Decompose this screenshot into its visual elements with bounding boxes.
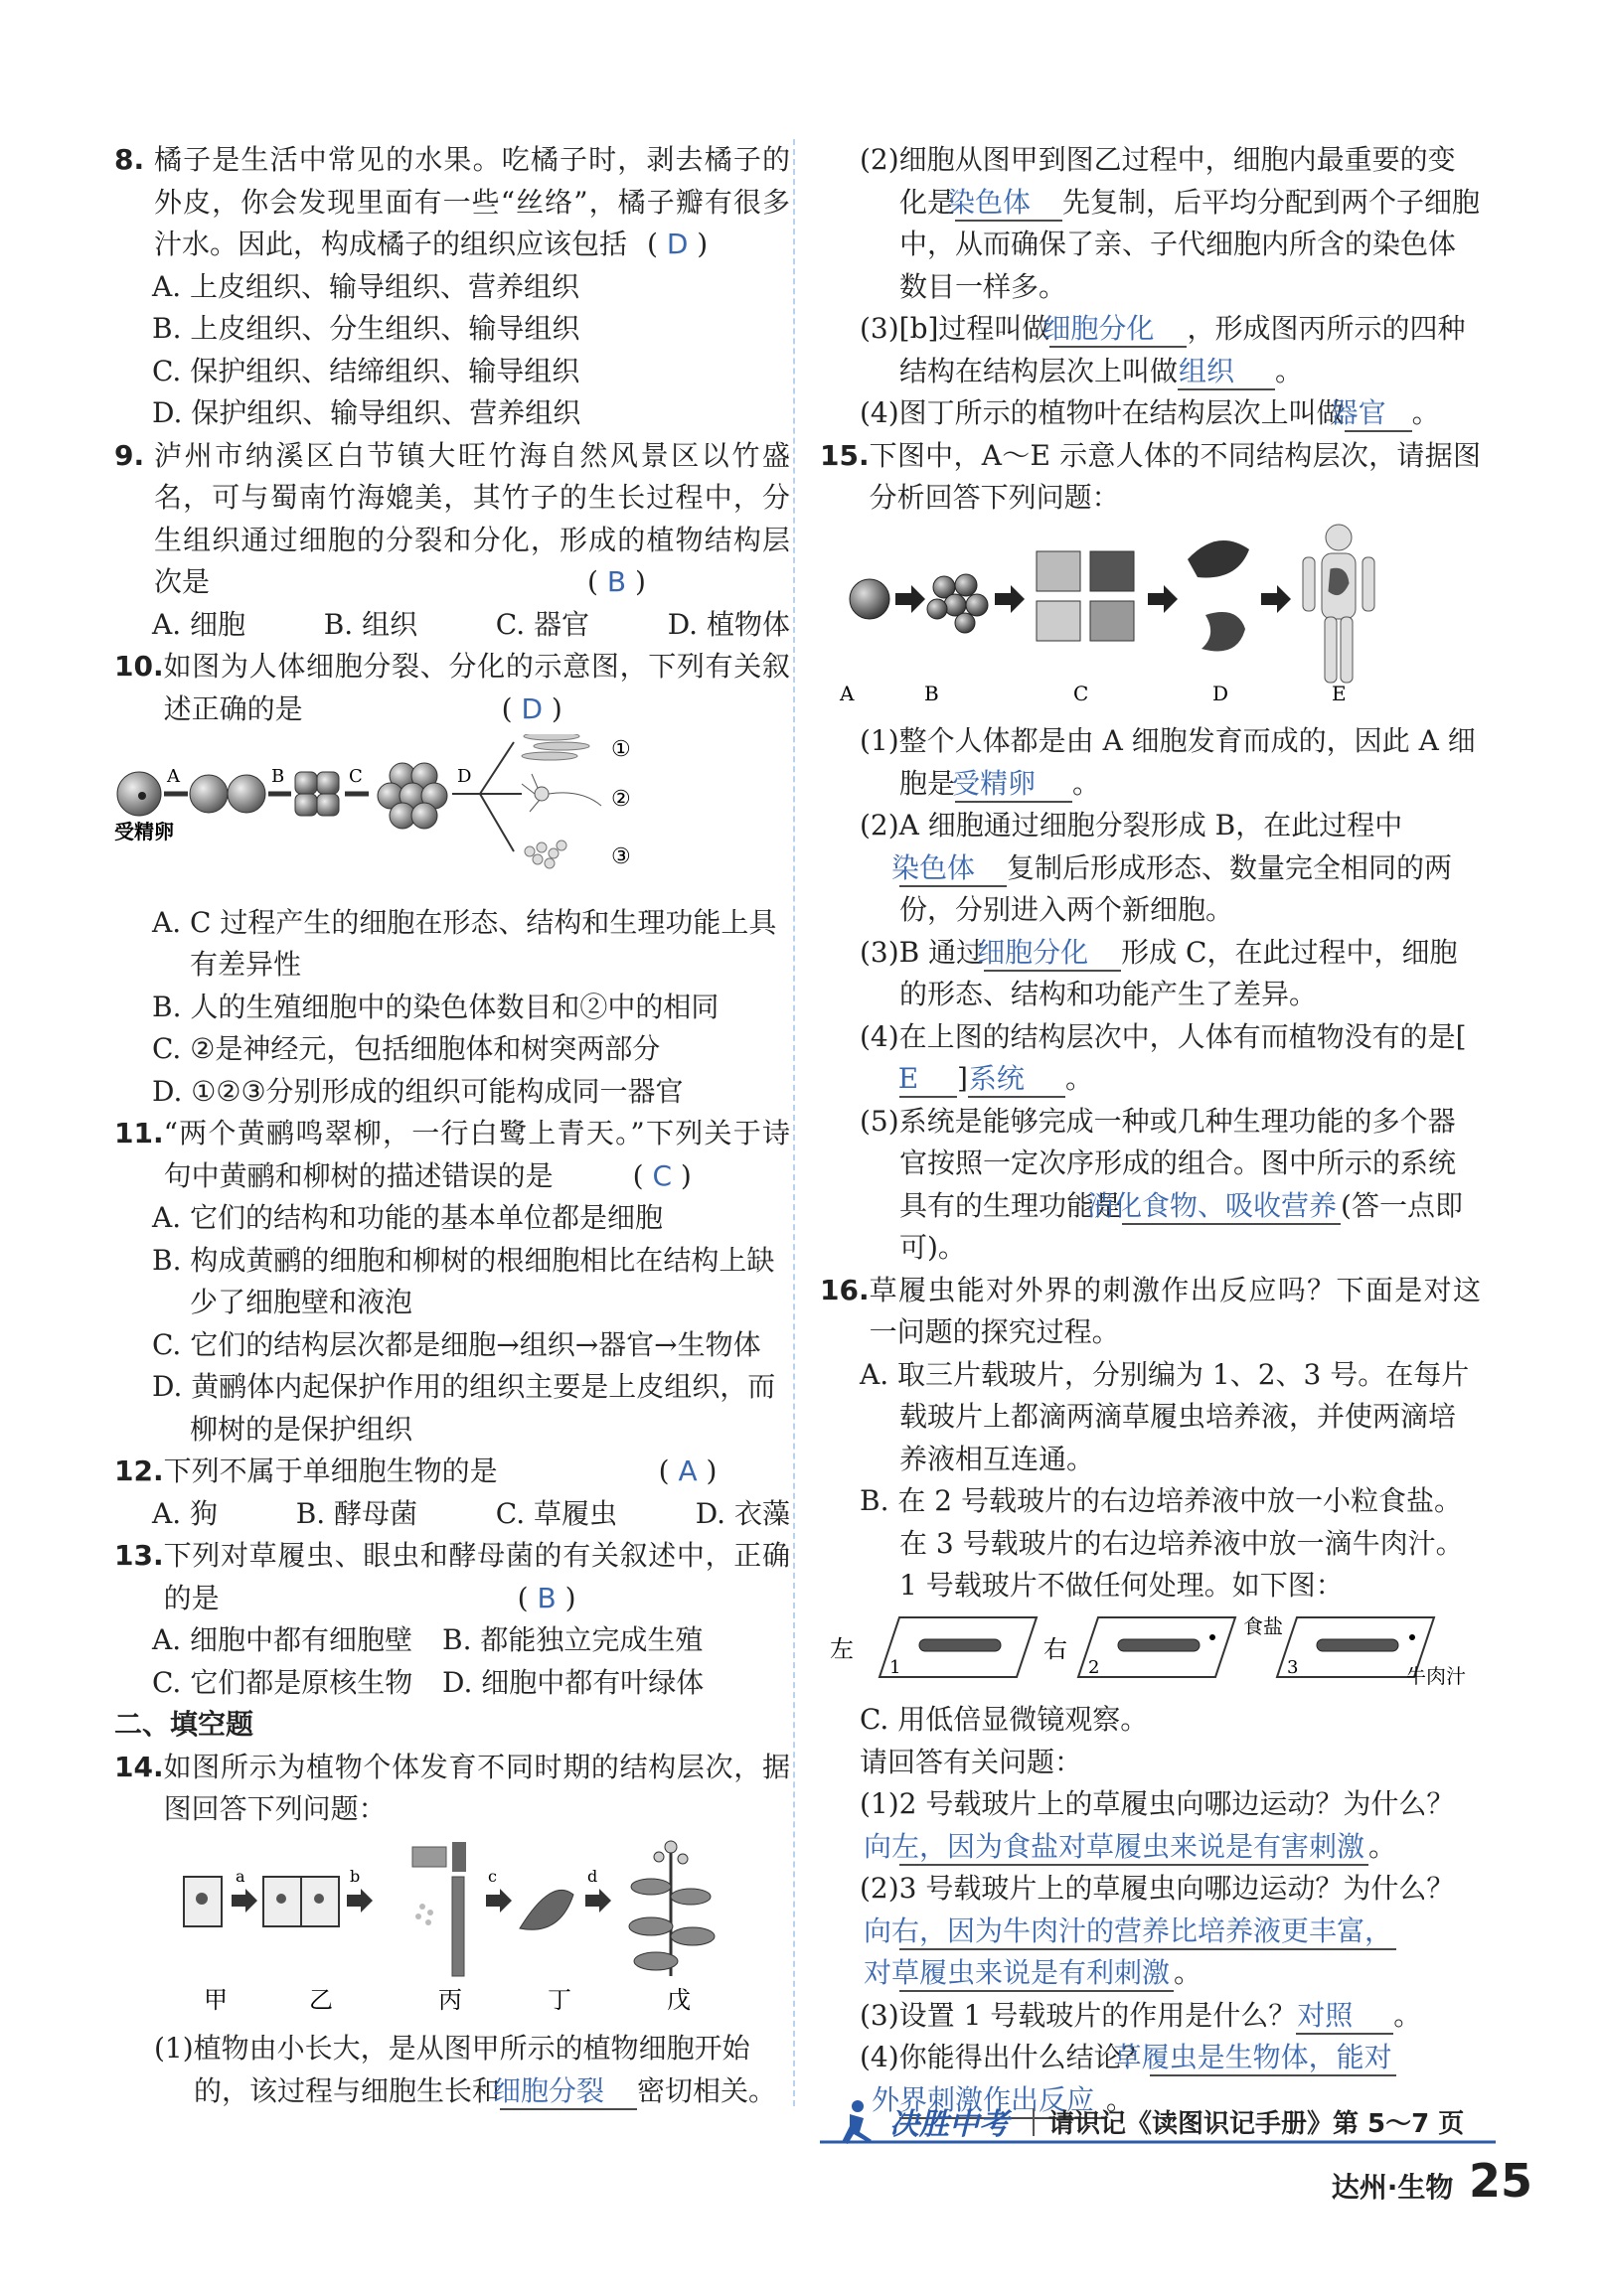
option-a: A. 上皮组织、输导组织、营养组织 [152, 269, 580, 303]
label-c: C [1073, 681, 1089, 705]
prompt-end: 形成 C，在此过程中，细胞的形态、结构和功能产生了差异。 [899, 935, 1458, 1010]
label-bing: 丙 [438, 1985, 462, 2014]
cell-a [850, 579, 889, 619]
answer-blank: 细胞分化 [1049, 312, 1187, 348]
question-text: “两个黄鹂鸣翠柳，一行白鹭上青天。”下列关于诗句中黄鹂和柳树的描述错误的是 [163, 1117, 790, 1192]
options-row [114, 1619, 790, 1662]
round-cells [525, 841, 566, 868]
answer-blank: 向右，因为牛肉汁的营养比培养液更丰富， [899, 1914, 1396, 1950]
page-footer [1332, 2154, 1532, 2208]
left-column [114, 139, 790, 2112]
answer-blank: 向左，因为食盐对草履虫来说是有害刺激 [899, 1830, 1368, 1866]
question-number: 14. [114, 1750, 164, 1783]
cells-b [927, 574, 988, 633]
prompt-mid: ，形成图丙所示的四种结构在结构层次上叫做 [899, 312, 1466, 387]
prompt-end: 。 [1368, 1829, 1397, 1863]
label-a: A [840, 681, 855, 705]
prompt-end: 。 [1064, 1062, 1093, 1095]
prompt: (2)A 细胞通过细胞分裂形成 B，在此过程中 [860, 809, 1403, 842]
prompt: (3)B 通过 [860, 935, 985, 969]
question-16 [820, 1270, 1481, 1354]
leaf-ding [520, 1890, 573, 1929]
label-ding: 丁 [548, 1985, 571, 2014]
option-b: B. 上皮组织、分生组织、输导组织 [152, 312, 580, 345]
slides-figure [820, 1607, 1481, 1687]
q15-part5 [820, 1101, 1481, 1270]
prompt-end: 。 [1411, 396, 1440, 429]
option-b: B. 人的生殖细胞中的染色体数目和②中的相同 [152, 990, 720, 1023]
footer-banner [820, 2096, 1496, 2156]
option-c: C. 草履虫 [495, 1496, 618, 1530]
arrow-icon [585, 1889, 611, 1913]
q14-part2 [820, 139, 1481, 308]
q14-part4 [820, 392, 1481, 435]
option-d: D. ①②③分别形成的组织可能构成同一器官 [152, 1074, 684, 1108]
q15-part3 [820, 932, 1481, 1016]
letter-a: a [236, 1866, 245, 1886]
question-text: 如图为人体细胞分裂、分化的示意图，下列有关叙述正确的是 [163, 650, 790, 725]
tissues-bing [412, 1842, 466, 1976]
prompt: (5)系统是能够完成一种或几种生理功能的多个器官按照一定次序形成的组合。图中所示的系统具有的生理功能是 [860, 1104, 1457, 1222]
question-text: 如图所示为植物个体发育不同时期的结构层次，据图回答下列问题： [163, 1750, 790, 1825]
prompt: (4)图丁所示的植物叶在结构层次上叫做 [860, 396, 1345, 429]
option-d: D. 保护组织、输导组织、营养组织 [152, 396, 581, 429]
option-a: A. 细胞中都有细胞壁 [152, 1623, 413, 1656]
question-12: 12. 下列不属于单细胞生物的是 ( A ) [114, 1451, 790, 1493]
prompt: (3)设置 1 号载玻片的作用是什么？ [860, 1998, 1297, 2032]
option-b: B. 构成黄鹂的细胞和柳树的根细胞相比在结构上缺少了细胞壁和液泡 [152, 1243, 775, 1318]
flat-cells [522, 734, 589, 760]
question-14 [114, 1747, 790, 1831]
juice-label-text: 牛肉汁 [1406, 1663, 1466, 1687]
prompt-end: 密切相关。 [637, 2073, 777, 2107]
answer: D [521, 691, 544, 725]
runner-icon [842, 2100, 872, 2144]
step-b: B. 在 2 号载玻片的右边培养液中放一小粒食盐。在 3 号载玻片的右边培养液中放一滴牛肉汁。1 号载玻片不做任何处理。如下图： [860, 1484, 1464, 1602]
morula [378, 763, 447, 829]
plant-cell-jia [184, 1877, 222, 1926]
prompt-end: 。 [1174, 1956, 1202, 1989]
answer-blank: 外界刺激作出反应 [899, 2083, 1106, 2119]
step-c: C. 用低倍显微镜观察。 [860, 1703, 1149, 1736]
answer-blank: 消化食物、吸收营养 [1122, 1189, 1341, 1225]
page-number: 25 [1468, 2154, 1532, 2208]
arrow-icon [486, 1889, 512, 1913]
label-2: ② [611, 787, 631, 812]
label-yi: 乙 [309, 1985, 333, 2014]
q15-part2 [820, 805, 1481, 932]
q16-part2 [820, 1868, 1481, 1995]
slide-1 [880, 1617, 1037, 1678]
answer-blank: 系统 [968, 1062, 1065, 1098]
question-number: 13. [114, 1539, 164, 1572]
answer-blank: 器官 [1345, 396, 1412, 432]
arrow-icon [347, 1889, 373, 1913]
options-row [114, 604, 790, 647]
option-a: A. 狗 [152, 1496, 219, 1530]
answer: A [678, 1454, 698, 1487]
option-b: B. 酵母菌 [295, 1496, 418, 1530]
option-b: B. 都能独立完成生殖 [442, 1623, 704, 1656]
q14-part1 [114, 2028, 790, 2112]
prompt-end: 。 [1072, 766, 1101, 800]
option-c: C. 器官 [495, 607, 590, 641]
question-10: 10. 如图为人体细胞分裂、分化的示意图，下列有关叙述正确的是 ( D ) [114, 646, 790, 730]
column-divider [793, 139, 795, 2106]
tissues-c [1037, 551, 1134, 641]
question-number: 12. [114, 1454, 164, 1487]
question-number: 9. [114, 438, 145, 472]
salt-label-text: 食盐 [1243, 1613, 1283, 1638]
question-8: 8. 橘子是生活中常见的水果。吃橘子时，剥去橘子的外皮，你会发现里面有一些“丝络”，橘子瓣有很多汁水。因此，构成橘子的组织应该包括 ( D ) [114, 139, 790, 266]
question-number: 16. [820, 1273, 870, 1306]
question-text: 橘子是生活中常见的水果。吃橘子时，剥去橘子的外皮，你会发现里面有一些“丝络”，橘子瓣有很多汁水。因此，构成橘子的组织应该包括 [154, 143, 790, 260]
organs-d [1188, 540, 1249, 651]
plant-levels-figure [114, 1837, 790, 2016]
answer: B [537, 1581, 557, 1614]
prompt-end: (答一点即可)。 [899, 1188, 1463, 1264]
prompt: (2)3 号载玻片上的草履虫向哪边运动？为什么？ [860, 1872, 1455, 1905]
q14-part3 [820, 308, 1481, 392]
section-heading: 二、填空题 [114, 1708, 254, 1741]
nucleus [138, 792, 146, 800]
question-number: 10. [114, 650, 164, 683]
arrow-icon [995, 585, 1025, 613]
option-c: C. 保护组织、结缔组织、输导组织 [152, 354, 580, 387]
answer-blank: E [899, 1062, 957, 1098]
slide-2 [1078, 1617, 1235, 1678]
arrow-icon [232, 1889, 257, 1913]
footer-text: 请识记《读图识记手册》第 5～7 页 [1048, 2109, 1465, 2139]
question-13: 13. 下列对草履虫、眼虫和酵母菌的有关叙述中，正确的是 ( B ) [114, 1535, 790, 1619]
footer-logo: 决胜中考 [889, 2107, 1009, 2142]
question-text: 下列对草履虫、眼虫和酵母菌的有关叙述中，正确的是 [163, 1539, 790, 1614]
q16-part1 [820, 1783, 1481, 1868]
bracket: ] [957, 1062, 968, 1095]
egg-label: 受精卵 [114, 820, 174, 843]
step-a-label: A [167, 766, 180, 787]
label-right: 右 [1043, 1634, 1067, 1663]
question-text: 泸州市纳溪区白节镇大旺竹海自然风景区以竹盛名，可与蜀南竹海媲美，其竹子的生长过程中，分生组织通过细胞的分裂和分化，形成的植物结构层次是 [154, 438, 790, 598]
option-c: C. 它们的结构层次都是细胞→组织→器官→生物体 [152, 1327, 761, 1361]
slide-number: 3 [1287, 1656, 1299, 1678]
option-d: D. 衣藻 [695, 1496, 790, 1530]
answer-blank: 草履虫是生物体，能对 [1150, 2041, 1396, 2076]
q15-part4 [820, 1016, 1481, 1101]
option-a: A. 细胞 [152, 607, 246, 641]
question-number: 11. [114, 1117, 164, 1149]
option-a: A. C 过程产生的细胞在形态、结构和生理功能上具有差异性 [152, 905, 777, 981]
question-text: 草履虫能对外界的刺激作出反应吗？下面是对这一问题的探究过程。 [869, 1273, 1481, 1348]
prompt: (3)[b]过程叫做 [860, 312, 1050, 345]
step-b-label: B [271, 766, 285, 787]
plant-cells-yi [263, 1877, 339, 1926]
q16-part3 [820, 1995, 1481, 2038]
slide-number: 2 [1088, 1656, 1100, 1678]
prompt: (1)植物由小长大，是从图甲所示的植物细胞开始的，该过程与细胞生长和 [154, 2032, 750, 2107]
option-a: A. 它们的结构和功能的基本单位都是细胞 [152, 1201, 664, 1234]
prompt: (2)细胞从图甲到图乙过程中，细胞内最重要的变化是 [860, 143, 1456, 219]
step-c-label: C [349, 766, 363, 787]
label-d: D [1212, 681, 1229, 705]
option-d: D. 植物体 [667, 607, 790, 641]
salt-label [1243, 1614, 1283, 1638]
prompt-end: 。 [1106, 2082, 1135, 2116]
prompt: (1)整个人体都是由 A 细胞发育而成的，因此 A 细胞是 [860, 724, 1476, 800]
answer-blank: 受精卵 [955, 767, 1072, 803]
answer-blank: 对照 [1296, 1999, 1393, 2035]
prompt-end: 复制后形成形态、数量完全相同的两份，分别进入两个新细胞。 [899, 850, 1453, 926]
option-d: D. 细胞中都有叶绿体 [442, 1665, 705, 1699]
prompt-end: 。 [1275, 354, 1304, 387]
question-9: 9. 泸州市纳溪区白节镇大旺竹海自然风景区以竹盛名，可与蜀南竹海媲美，其竹子的生长过程中，分生组织通过细胞的分裂和分化，形成的植物结构层次是 ( B ) [114, 435, 790, 604]
answer-blank: 染色体 [955, 186, 1062, 222]
step-a: A. 取三片载玻片，分别编为 1、2、3 号。在每片载玻片上都滴两滴草履虫培养液，并使两滴培养液相互连通。 [860, 1357, 1470, 1475]
letter-c: c [488, 1866, 497, 1886]
prompt: (4)在上图的结构层次中，人体有而植物没有的是[ [860, 1019, 1467, 1053]
answer: C [652, 1158, 673, 1192]
right-column [820, 139, 1481, 2121]
slide-number: 1 [889, 1656, 901, 1678]
cell-cluster-4 [295, 772, 339, 816]
arrow-icon [1148, 585, 1178, 613]
answer-blank: 对草履虫来说是有利刺激 [899, 1956, 1174, 1992]
label-wu: 戊 [667, 1985, 691, 2014]
question-11: 11. “两个黄鹂鸣翠柳，一行白鹭上青天。”下列关于诗句中黄鹂和柳树的描述错误的是 ( C ) [114, 1113, 790, 1197]
step-d-label: D [457, 766, 472, 787]
human-levels-figure [820, 520, 1481, 708]
cell-division-figure [114, 734, 790, 883]
ask: 请回答有关问题： [860, 1745, 1083, 1778]
question-text: 下列不属于单细胞生物的是 [163, 1454, 498, 1487]
answer-blank: 组织 [1178, 355, 1275, 390]
label-b: B [924, 681, 939, 705]
question-number: 8. [114, 143, 145, 176]
letter-b: b [350, 1866, 361, 1886]
arrow-icon [895, 585, 925, 613]
label-left: 左 [830, 1634, 854, 1663]
answer-blank: 细胞分裂 [500, 2074, 637, 2110]
options-row [114, 1493, 790, 1536]
label-3: ③ [611, 844, 631, 869]
prompt: (4)你能得出什么结论？ [860, 2041, 1150, 2073]
prompt-end: 先复制，后平均分配到两个子细胞中，从而确保了亲、子代细胞内所含的染色体数目一样多。 [899, 185, 1481, 303]
arrow-icon [1261, 585, 1291, 613]
neuron [522, 774, 601, 812]
footer-graphic [820, 2096, 1496, 2156]
q15-part1 [820, 720, 1481, 805]
option-b: B. 组织 [323, 607, 418, 641]
answer: D [666, 228, 689, 260]
options-row [114, 1662, 790, 1705]
prompt: (1)2 号载玻片上的草履虫向哪边运动？为什么？ [860, 1787, 1455, 1820]
label-jia: 甲 [204, 1985, 228, 2014]
human-body-e [1303, 525, 1374, 683]
prompt-end: 。 [1393, 1998, 1422, 2032]
answer: B [606, 565, 627, 598]
answer-blank: 染色体 [899, 851, 1007, 887]
letter-d: d [587, 1866, 598, 1886]
option-d: D. 黄鹂体内起保护作用的组织主要是上皮组织，而柳树的是保护组织 [152, 1370, 776, 1446]
question-number: 15. [820, 438, 870, 472]
cell [228, 775, 265, 813]
plant-wu [629, 1841, 715, 1976]
label-1: ① [611, 737, 631, 762]
question-text: 下图中，A～E 示意人体的不同结构层次，请据图分析回答下列问题： [869, 438, 1481, 514]
option-c: C. ②是神经元，包括细胞体和树突两部分 [152, 1032, 661, 1065]
cell [190, 775, 228, 813]
question-15 [820, 435, 1481, 520]
answer-blank: 细胞分化 [984, 936, 1121, 972]
label-e: E [1332, 681, 1347, 705]
region-label: 达州·生物 [1331, 2171, 1454, 2204]
juice-label [1406, 1664, 1466, 1687]
option-c: C. 它们都是原核生物 [152, 1665, 413, 1699]
